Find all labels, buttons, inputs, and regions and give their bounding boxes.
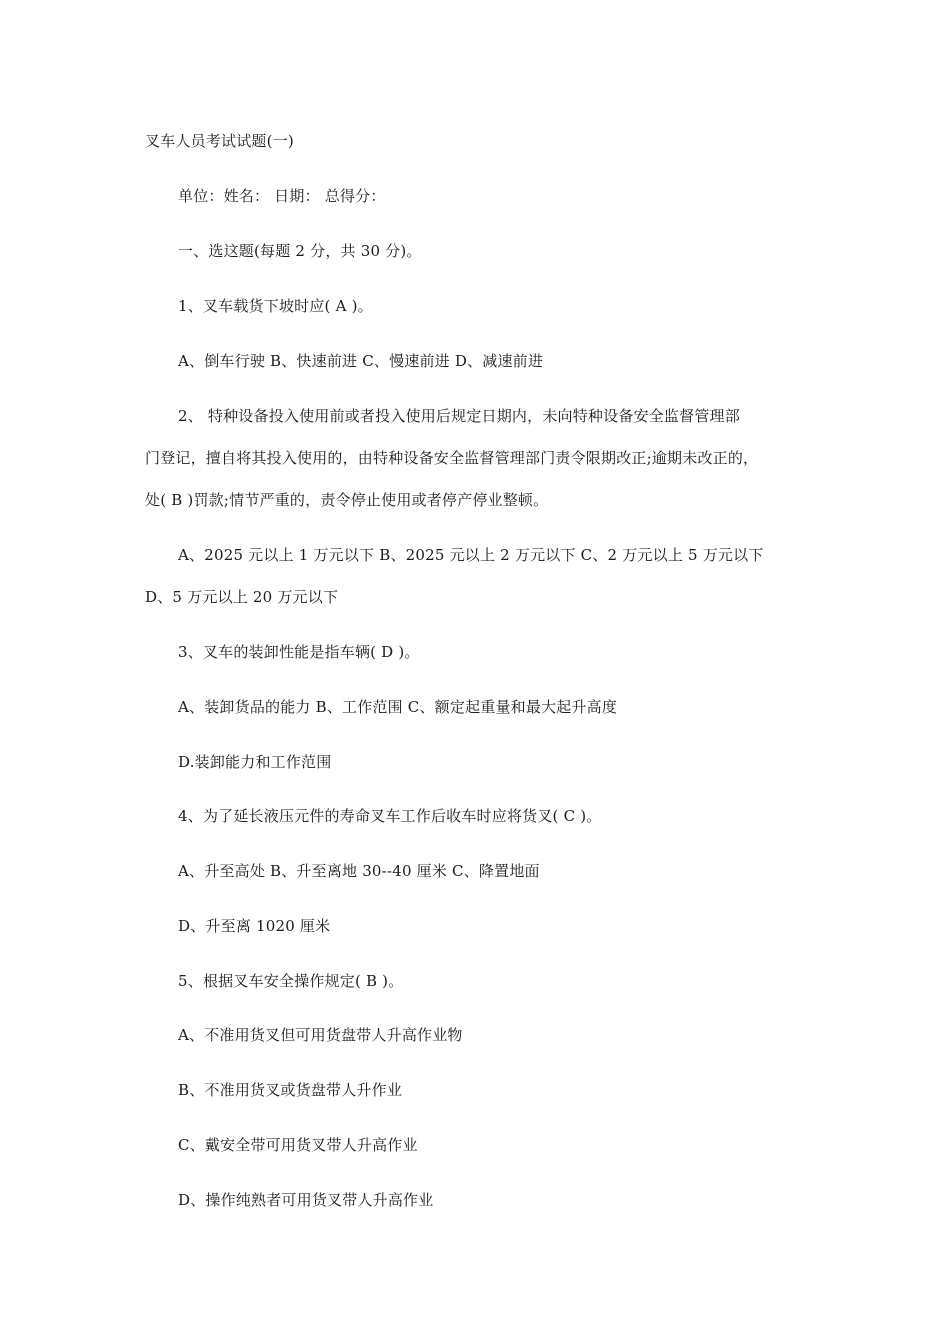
question-2-stem-line-2: 门登记，擅自将其投入使用的，由特种设备安全监督管理部门责令限期改正;逾期未改正的， — [145, 449, 759, 467]
exam-info-line: 单位：姓名： 日期： 总得分： — [178, 187, 386, 205]
question-5-stem: 5、根据叉车安全操作规定( B )。 — [178, 972, 404, 990]
question-5-option-d: D、操作纯熟者可用货叉带人升高作业 — [178, 1191, 434, 1209]
question-4-stem: 4、为了延长液压元件的寿命叉车工作后收车时应将货叉( C )。 — [178, 807, 602, 825]
question-2-options-line-1: A、2025 元以上 1 万元以下 B、2025 元以上 2 万元以下 C、2 万元以上 5 万元以下 — [178, 546, 764, 564]
document-title: 叉车人员考试试题(一) — [145, 132, 294, 150]
question-1-stem: 1、叉车载货下坡时应( A )。 — [178, 297, 373, 315]
question-1-options: A、倒车行驶 B、快速前进 C、慢速前进 D、减速前进 — [178, 352, 544, 370]
question-5-option-b: B、不准用货叉或货盘带人升作业 — [178, 1081, 403, 1099]
question-3-stem: 3、叉车的装卸性能是指车辆( D )。 — [178, 643, 420, 661]
question-4-options-line-1: A、升至高处 B、升至离地 30--40 厘米 C、降置地面 — [178, 862, 540, 880]
question-3-options-line-1: A、装卸货品的能力 B、工作范围 C、额定起重量和最大起升高度 — [178, 698, 618, 716]
question-5-option-a: A、不准用货叉但可用货盘带人升高作业物 — [178, 1026, 463, 1044]
section-heading: 一、选这题(每题 2 分，共 30 分)。 — [178, 242, 422, 260]
question-5-option-c: C、戴安全带可用货叉带人升高作业 — [178, 1136, 418, 1154]
question-2-stem-line-1: 2、 特种设备投入使用前或者投入使用后规定日期内，未向特种设备安全监督管理部 — [178, 407, 740, 425]
question-4-options-line-2: D、升至离 1020 厘米 — [178, 917, 331, 935]
question-2-stem-line-3: 处( B )罚款;情节严重的，责令停止使用或者停产停业整顿。 — [145, 491, 549, 509]
question-2-options-line-2: D、5 万元以上 20 万元以下 — [145, 588, 339, 606]
question-3-options-line-2: D.装卸能力和工作范围 — [178, 753, 332, 771]
